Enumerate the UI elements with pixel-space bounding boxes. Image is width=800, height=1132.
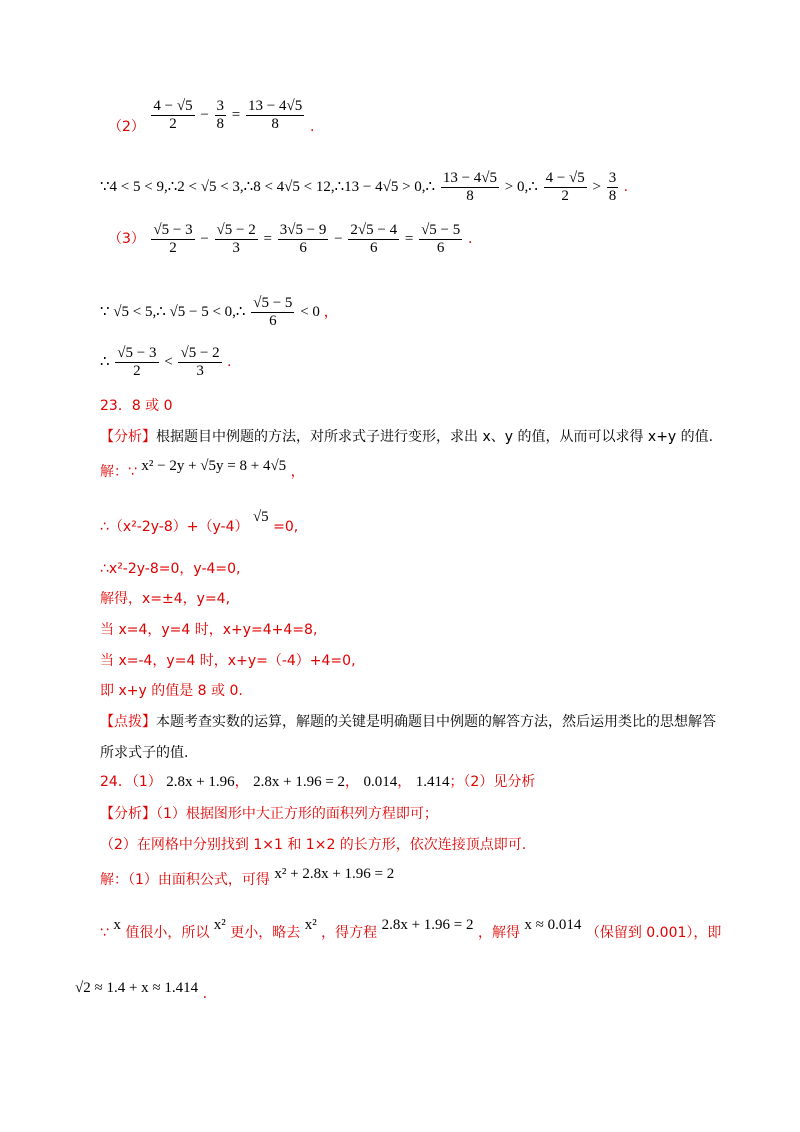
q23-step2: ∴x²-2y-8=0，y-4=0, [100, 561, 241, 577]
compare2-line: ∵4 < 5 < 9,∴2 < √5 < 3,∴8 < 4√5 < 12,∴13 − 4√5 > 0,∴ $\frac{13 - 4√5}{8}$ > 0,∴ $\frac{4 - √5}{2}$ > $\frac{3}{8}$ . [100, 170, 628, 204]
q23-step4: 当 x=4，y=4 时，x+y=4+4=8, [100, 622, 318, 638]
fraction: $\frac{3√5 - 9}{6}$ [279, 222, 327, 256]
q23-comment-1: 【点拨】本题考查实数的运算，解题的关键是明确题目中例题的解答方法，然后运用类比的思想解答 [100, 714, 716, 730]
sqrt5: √5 [252, 509, 269, 525]
part3-label: （3） [108, 230, 145, 247]
fraction: $\frac{4 - √5}{2}$ [153, 98, 193, 132]
analysis-label: 【分析】 [100, 429, 156, 445]
q24-analysis-2: （2）在网格中分别找到 1×1 和 1×2 的长方形，依次连接顶点即可. [100, 837, 527, 853]
fraction: $\frac{√5 - 5}{6}$ [253, 295, 293, 329]
fraction: $\frac{4 - √5}{2}$ [545, 170, 585, 204]
fraction: $\frac{2√5 - 4}{6}$ [350, 222, 398, 256]
fraction: $\frac{√5 - 5}{6}$ [421, 222, 461, 256]
q23-comment-2: 所求式子的值. [100, 745, 189, 761]
q23-solution-line: 解：∵ x² − 2y + √5y = 8 + 4√5 ， [100, 458, 305, 480]
analysis-label: 【分析】 [100, 806, 156, 822]
q24-solution-2: ∵ x 值很小，所以 x² 更小，略去 x² ，得方程 2.8x + 1.96 = 2 ，解得 x ≈ 0.014 （保留到 0.001），即 [100, 917, 722, 941]
q24-analysis: 【分析】（1）根据图形中大正方形的面积列方程即可； [100, 806, 438, 822]
fraction: $\frac{3}{8}$ [216, 98, 225, 132]
q24-solution-1: 解：（1）由面积公式，可得 x² + 2.8x + 1.96 = 2 [100, 866, 395, 888]
q23-step6: 即 x+y 的值是 8 或 0. [100, 683, 243, 699]
fraction: $\frac{√5 - 3}{2}$ [153, 222, 193, 256]
fraction: $\frac{13 - 4√5}{8}$ [442, 170, 498, 204]
q23-step1: ∴（x²-2y-8）+（y-4） √5 =0, [100, 509, 299, 535]
compare3-line: ∵ √5 < 5,∴ √5 − 5 < 0,∴ $\frac{√5 - 5}{6}$ < 0 ， [100, 295, 339, 329]
equation: x² − 2y + √5y = 8 + 4√5 [141, 458, 287, 474]
q24-answer: 24．（1） 2.8x + 1.96， 2.8x + 1.96 = 2， 0.014， 1.414；（2）见分析 [100, 774, 536, 790]
conclusion3-line: ∴ $\frac{√5 - 3}{2}$ < $\frac{√5 - 2}{3}$ . [100, 345, 232, 379]
fraction: $\frac{3}{8}$ [608, 170, 617, 204]
q23-answer: 23．8 或 0 [100, 398, 173, 414]
fraction: $\frac{√5 - 2}{3}$ [180, 345, 220, 379]
part2-line: （2） $\frac{4 - √5}{2}$ − $\frac{3}{8}$ = $\frac{13 - 4√5}{8}$ . [108, 98, 315, 135]
fraction: $\frac{√5 - 3}{2}$ [117, 345, 157, 379]
fraction: $\frac{13 - 4√5}{8}$ [248, 98, 303, 132]
fraction: $\frac{√5 - 2}{3}$ [216, 222, 256, 256]
q23-analysis: 【分析】根据题目中例题的方法，对所求式子进行变形，求出 x、y 的值，从而可以求得 x+y 的值. [100, 429, 714, 445]
q23-step3: 解得，x=±4，y=4, [100, 591, 231, 607]
comment-label: 【点拨】 [100, 714, 156, 730]
part2-label: （2） [108, 118, 145, 135]
q23-step5: 当 x=-4，y=4 时，x+y=（-4）+4=0, [100, 653, 356, 669]
q24-solution-3: √2 ≈ 1.4 + x ≈ 1.414 . [75, 980, 208, 1002]
part3-line: （3） $\frac{√5 - 3}{2}$ − $\frac{√5 - 2}{3}$ = $\frac{3√5 - 9}{6}$ − $\frac{2√5 - 4}{6}$ = $\frac{√5 - 5}{6}$ . [108, 222, 473, 256]
